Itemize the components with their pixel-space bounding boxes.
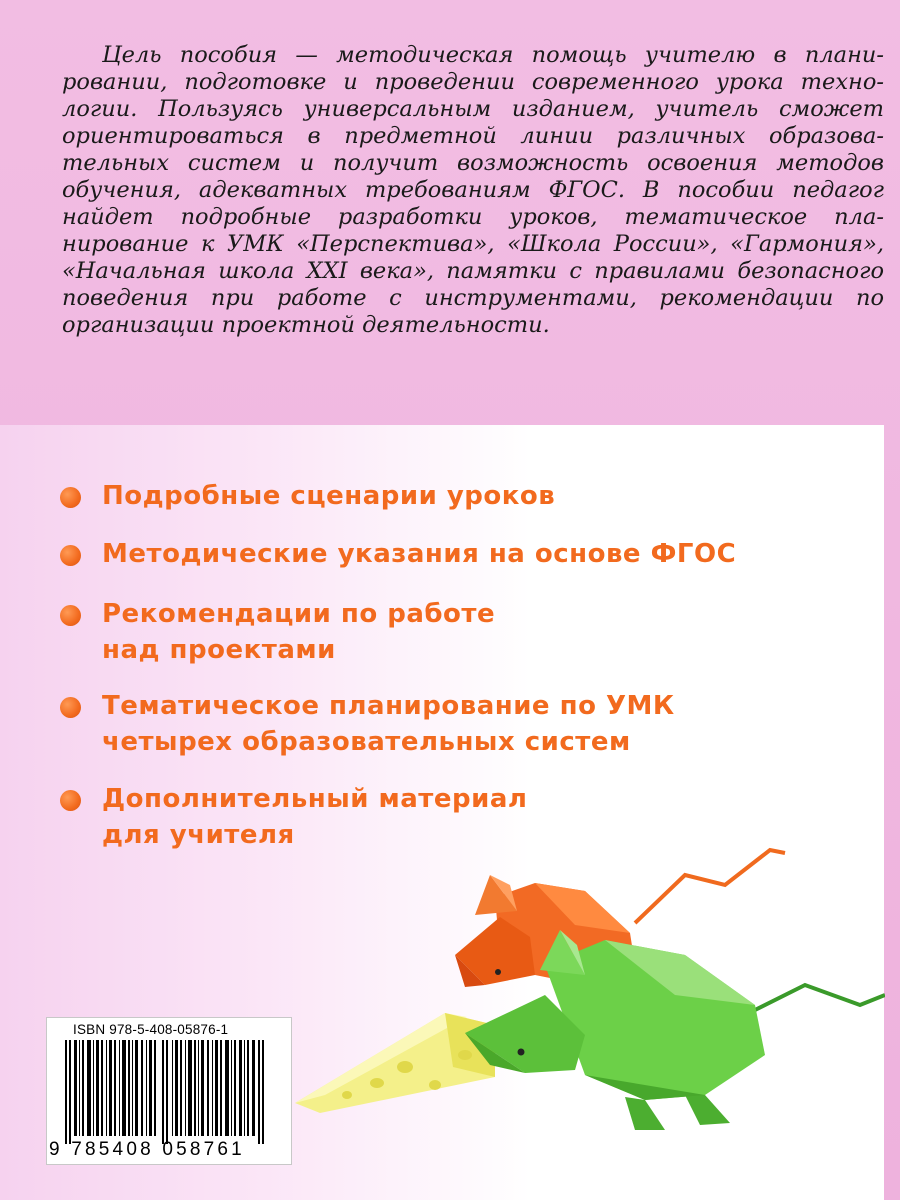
feature-line: для учителя xyxy=(102,820,295,850)
bullet-icon xyxy=(60,697,81,718)
isbn-barcode-box xyxy=(46,1017,292,1165)
feature-line: Дополнительный материал xyxy=(102,784,528,814)
barcode-icon xyxy=(61,1040,277,1144)
feature-line: над проектами xyxy=(102,635,336,665)
feature-item xyxy=(60,781,527,853)
isbn-label: ISBN 978-5-408-05876-1 xyxy=(73,1022,229,1037)
bullet-icon xyxy=(60,605,81,626)
feature-line: Методические указания на основе ФГОС xyxy=(102,539,737,569)
cheese-icon xyxy=(295,1013,495,1113)
feature-item xyxy=(60,596,495,668)
bullet-icon xyxy=(60,545,81,566)
bullet-icon xyxy=(60,487,81,508)
feature-line: четырех образовательных систем xyxy=(102,727,631,757)
feature-item xyxy=(60,536,736,572)
barcode-digits: 9 785408 058761 xyxy=(49,1139,245,1160)
bullet-icon xyxy=(60,790,81,811)
description-text: Цель пособия — методическая помощь учителю в планировании, подготовке и проведении современного урока технологии. Пользуясь универсальным изданием, учитель сможет ориентироваться в предметной линии различных образовательных систем и получит возможность освоения методов обучения, адекватных требованиям ФГОС. В пособии педагог найдет подробные разработки уроков, тематическое планирование к УМК «Перспектива», «Школа России», «Гармония», «Начальная школа XXI века», памятки с правилами безопасного поведения при работе с инструментами, рекомендации по организации проектной деятельности. xyxy=(62,42,884,338)
origami-illustration xyxy=(285,845,885,1145)
feature-line: Подробные сценарии уроков xyxy=(102,481,556,511)
feature-item xyxy=(60,478,555,514)
feature-line: Рекомендации по работе xyxy=(102,599,496,629)
feature-item xyxy=(60,688,675,760)
feature-line: Тематическое планирование по УМК xyxy=(102,691,675,721)
